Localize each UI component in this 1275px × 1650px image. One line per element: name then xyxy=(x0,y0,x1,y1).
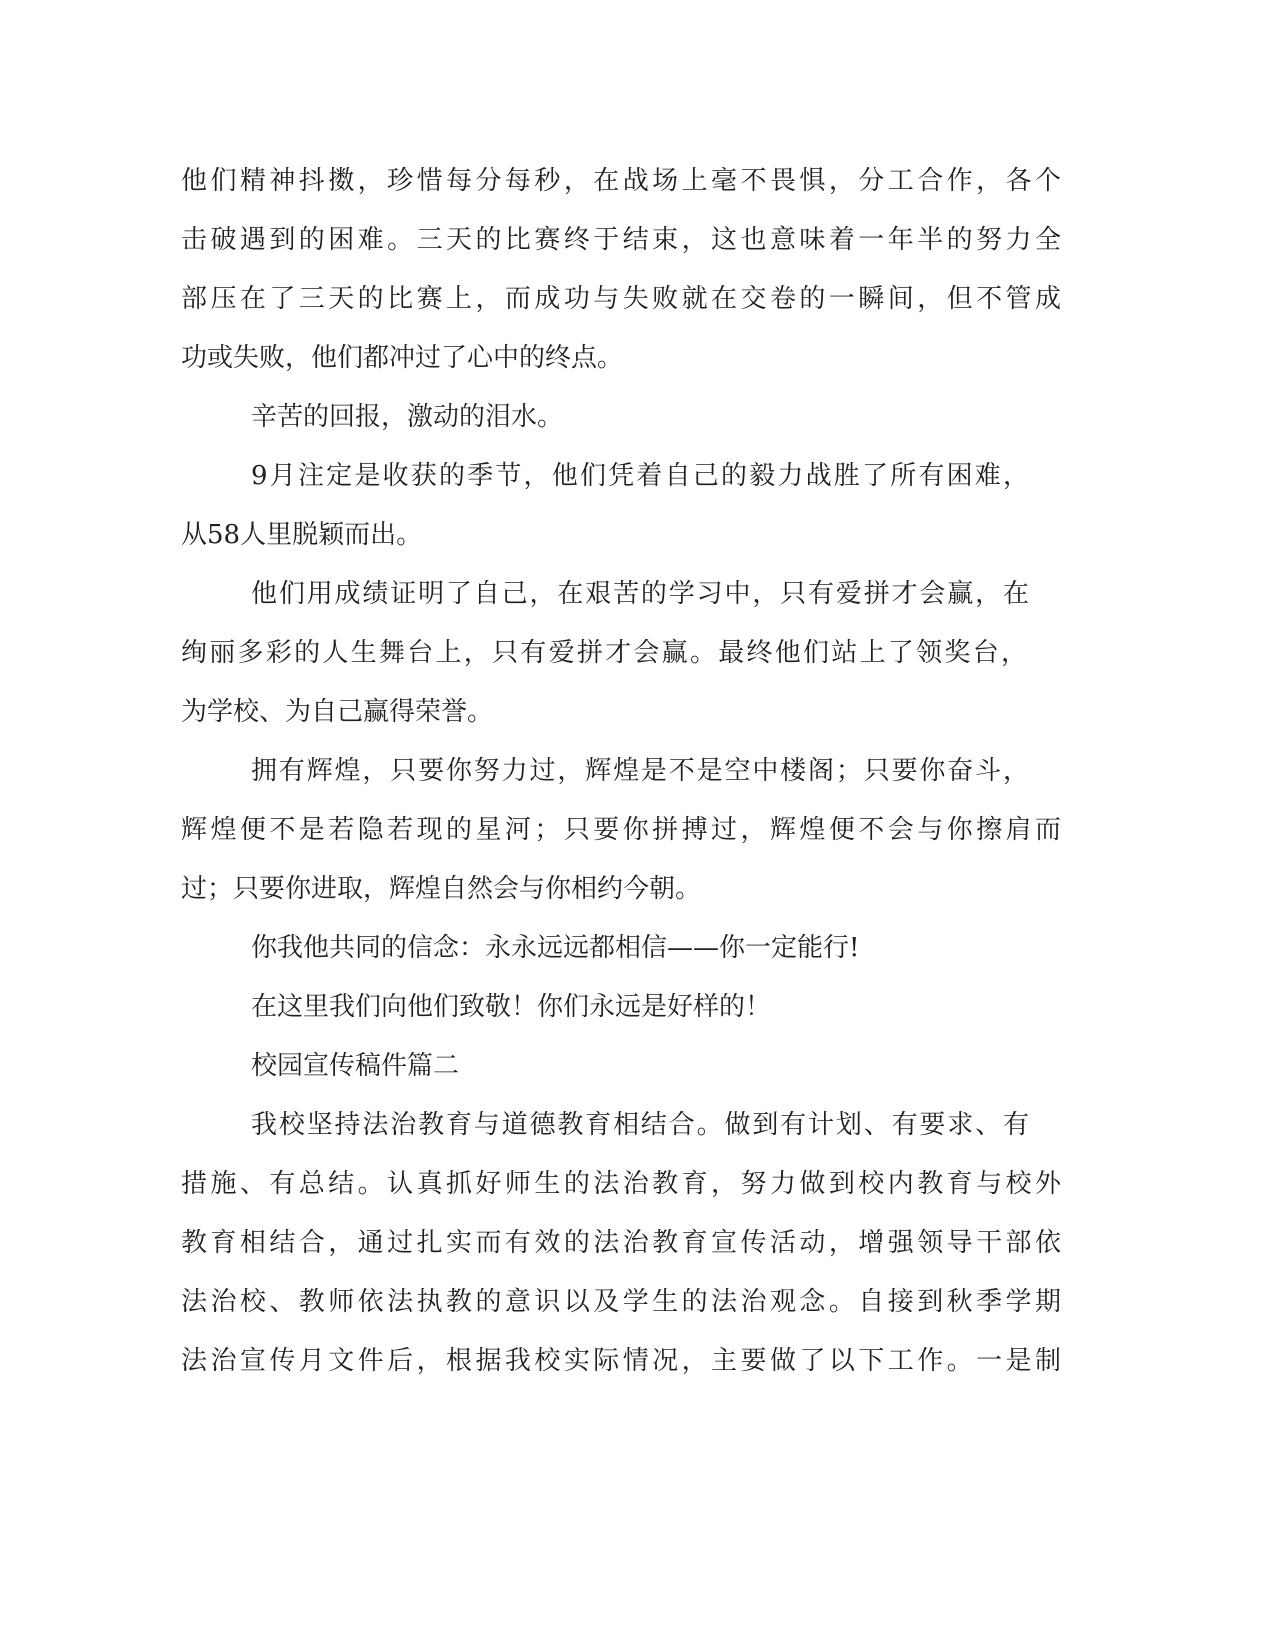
text-line: 他们用成绩证明了自己，在艰苦的学习中，只有爱拼才会赢，在 xyxy=(251,579,1029,609)
text-line: 他们精神抖擞，珍惜每分每秒，在战场上毫不畏惧，分工合作，各个 xyxy=(181,166,1061,196)
section-heading: 校园宣传稿件篇二 xyxy=(251,1051,460,1081)
text-line: 绚丽多彩的人生舞台上，只有爱拼才会赢。最终他们站上了领奖台， xyxy=(181,638,1027,668)
text-line: 功或失败，他们都冲过了心中的终点。 xyxy=(181,343,624,373)
text-line: 法治校、教师依法执教的意识以及学生的法治观念。自接到秋季学期 xyxy=(181,1287,1061,1317)
text-line: 我校坚持法治教育与道德教育相结合。做到有计划、有要求、有 xyxy=(251,1110,1029,1140)
text-line: 在这里我们向他们致敬！你们永远是好样的！ xyxy=(251,992,772,1022)
text-line: 教育相结合，通过扎实而有效的法治教育宣传活动，增强领导干部依 xyxy=(181,1228,1061,1258)
text-line: 击破遇到的困难。三天的比赛终于结束，这也意味着一年半的努力全 xyxy=(181,225,1061,255)
text-line: 法治宣传月文件后，根据我校实际情况，主要做了以下工作。一是制 xyxy=(181,1346,1061,1376)
text-line: 部压在了三天的比赛上，而成功与失败就在交卷的一瞬间，但不管成 xyxy=(181,284,1061,314)
text-line: 辉煌便不是若隐若现的星河；只要你拼搏过，辉煌便不会与你擦肩而 xyxy=(181,815,1061,845)
text-line: 为学校、为自己赢得荣誉。 xyxy=(181,697,494,727)
text-line: 措施、有总结。认真抓好师生的法治教育，努力做到校内教育与校外 xyxy=(181,1169,1061,1199)
text-line: 从58人里脱颖而出。 xyxy=(181,520,423,550)
text-line: 辛苦的回报，激动的泪水。 xyxy=(251,402,564,432)
text-line: 你我他共同的信念：永永远远都相信——你一定能行! xyxy=(251,933,860,963)
text-line: 拥有辉煌，只要你努力过，辉煌是不是空中楼阁；只要你奋斗， xyxy=(251,756,1029,786)
text-line: 9月注定是收获的季节，他们凭着自己的毅力战胜了所有困难， xyxy=(251,461,1029,491)
text-line: 过；只要你进取，辉煌自然会与你相约今朝。 xyxy=(181,874,702,904)
